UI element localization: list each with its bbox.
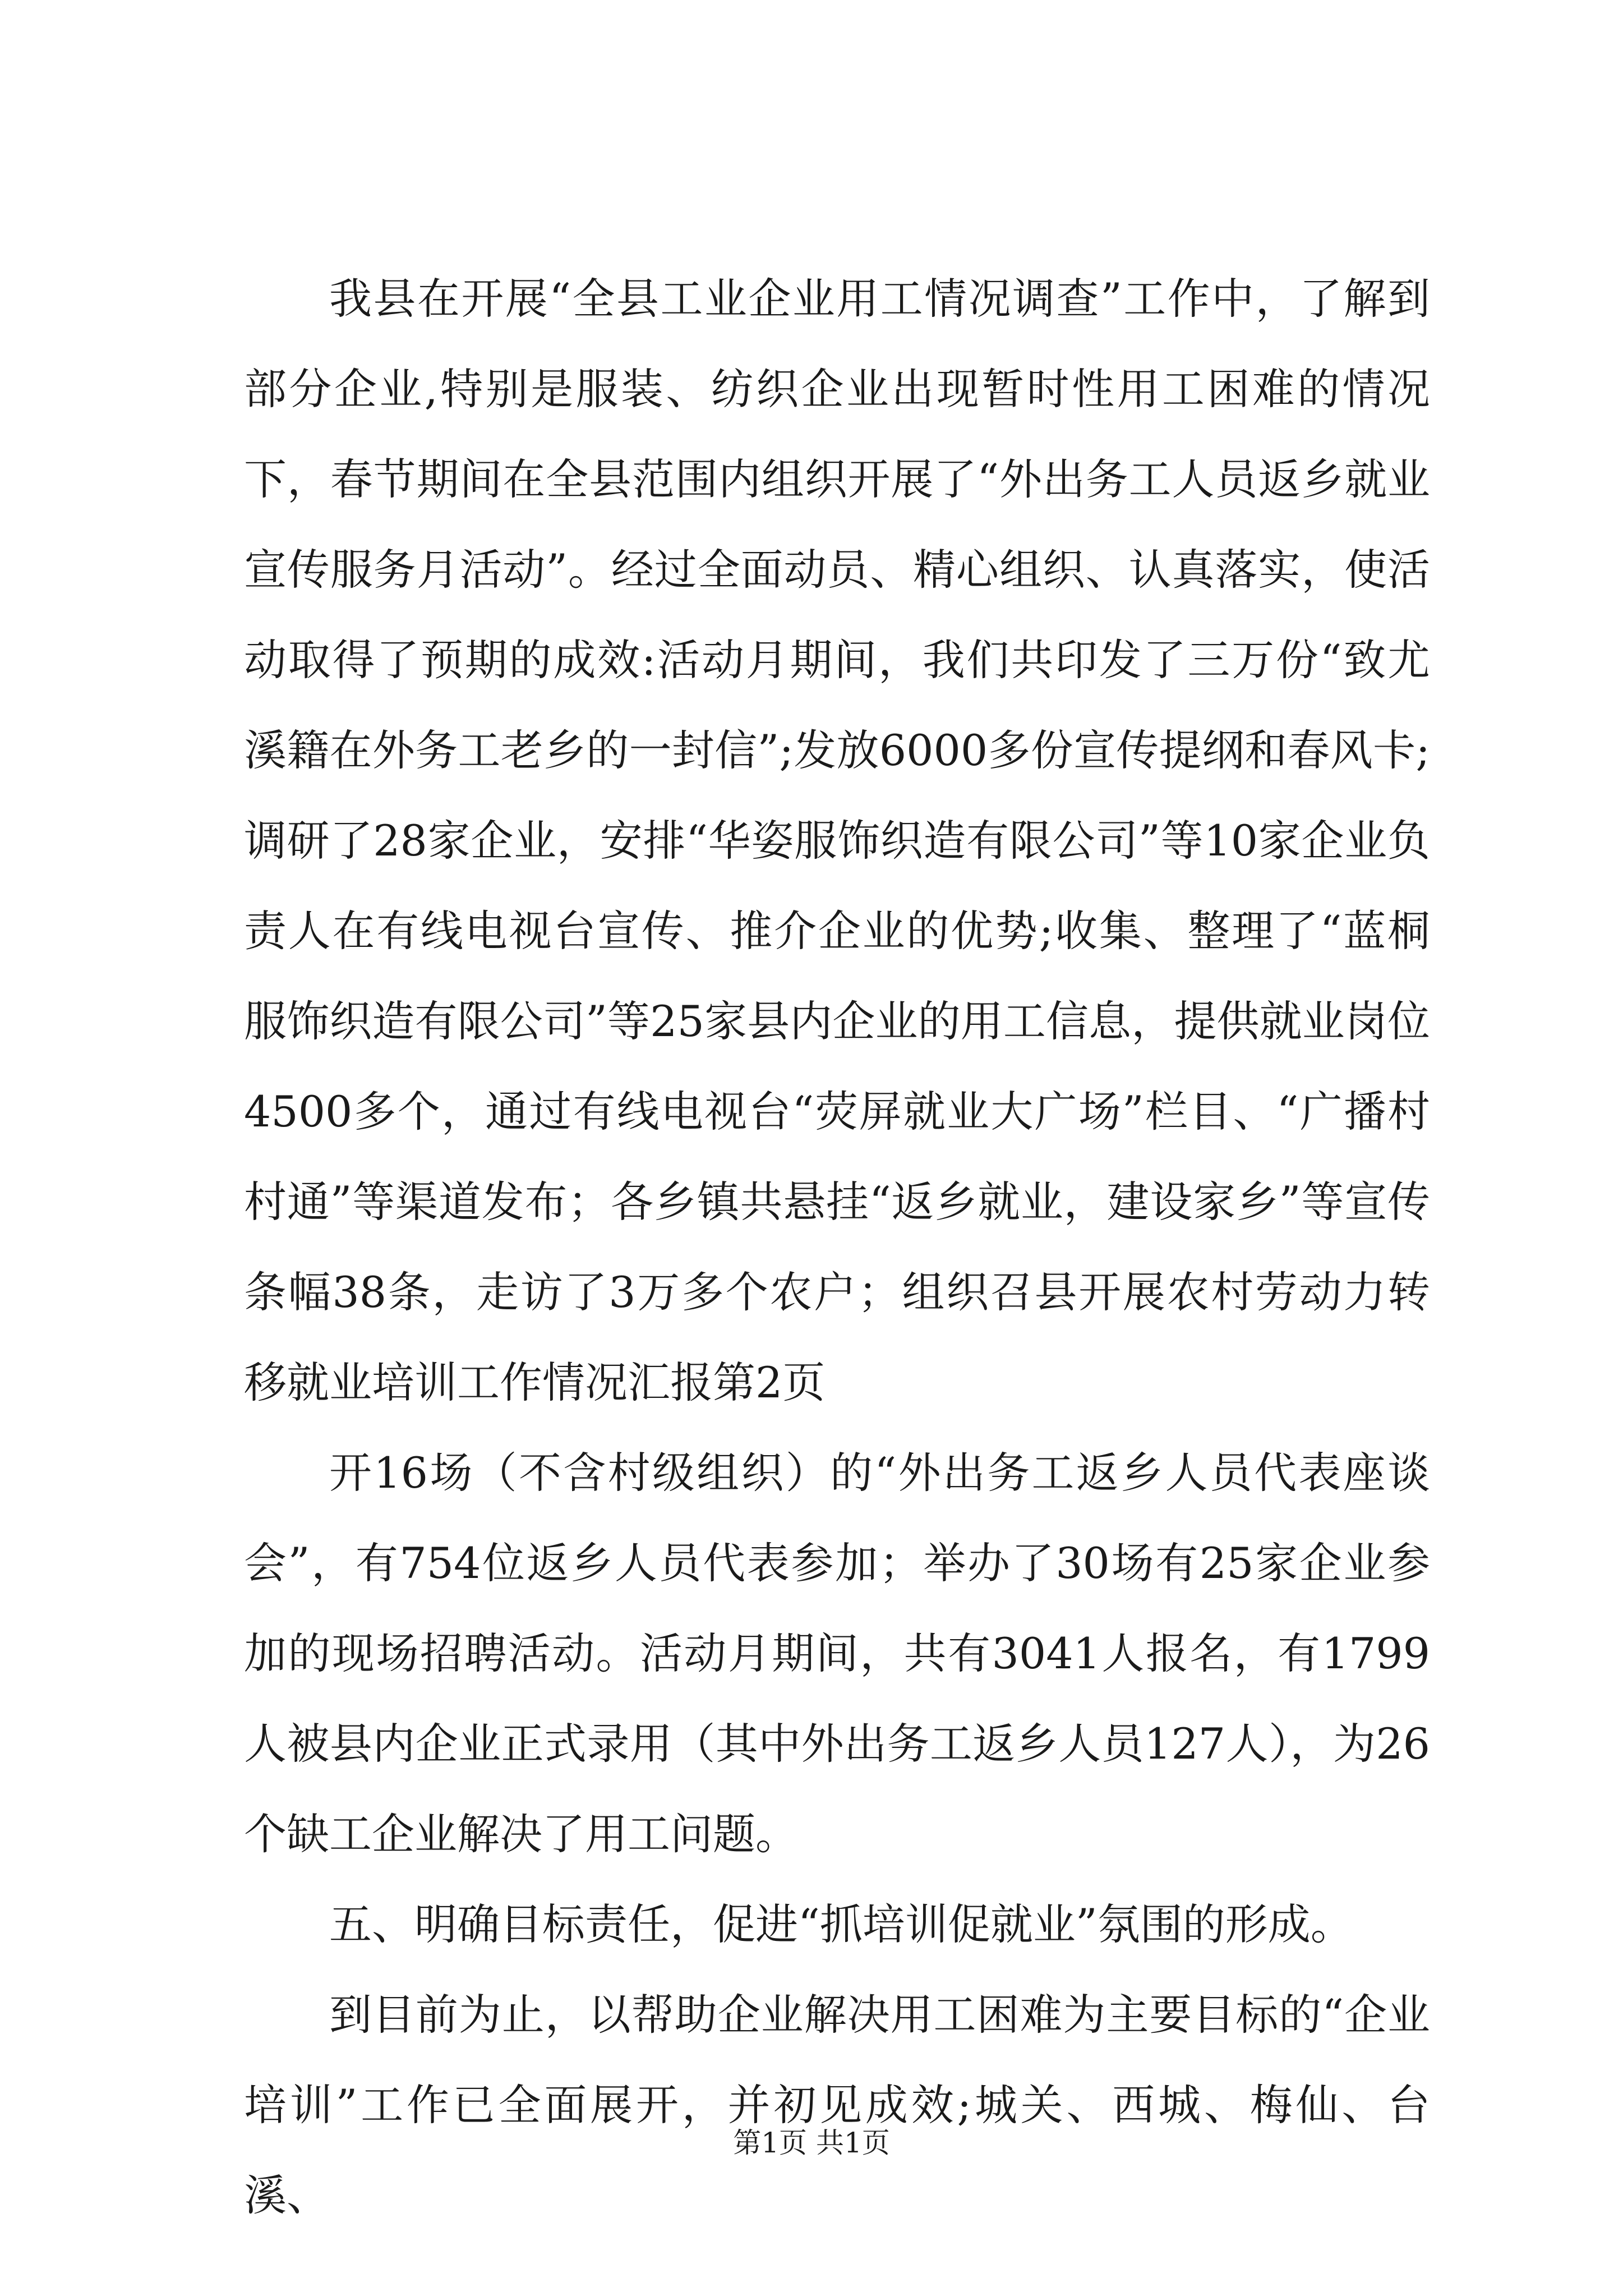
section-heading-five: 五、明确目标责任，促进“抓培训促就业”氛围的形成。: [329, 1899, 1353, 1949]
paragraph-meetings-recruitment: 开16场（不含村级组织）的“外出务工返乡人员代表座谈会”，有754位返乡人员代表参加；举办了30场有25家企业参加的现场招聘活动。活动月期间，共有3041人报名，有1799人被县内企业正式录用（其中外出务工返乡人员127人），为26个缺工企业解决了用工问题。: [244, 1448, 1430, 1859]
document-body: [244, 254, 1430, 2240]
paragraph-enterprise-training: 到目前为止，以帮助企业解决用工困难为主要目标的“企业培训”工作已全面展开，并初见成效;城关、西城、梅仙、台溪、: [244, 1990, 1430, 2220]
page-footer: 第1页 共1页: [733, 2127, 890, 2159]
paragraph-survey-activity: 我县在开展“全县工业企业用工情况调查”工作中，了解到部分企业,特别是服装、纺织企业出现暂时性用工困难的情况下，春节期间在全县范围内组织开展了“外出务工人员返乡就业宣传服务月活动”。经过全面动员、精心组织、认真落实，使活动取得了预期的成效:活动月期间，我们共印发了三万份“致尤溪籍在外务工老乡的一封信”;发放6000多份宣传提纲和春风卡;调研了28家企业，安排“华姿服饰织造有限公司”等10家企业负责人在有线电视台宣传、推介企业的优势;收集、整理了“蓝桐服饰织造有限公司”等25家县内企业的用工信息，提供就业岗位4500多个，通过有线电视台“荧屏就业大广场”栏目、“广播村村通”等渠道发布；各乡镇共悬挂“返乡就业，建设家乡”等宣传条幅38条，走访了3万多个农户；组织召县开展农村劳动力转移就业培训工作情况汇报第2页: [244, 274, 1430, 1407]
